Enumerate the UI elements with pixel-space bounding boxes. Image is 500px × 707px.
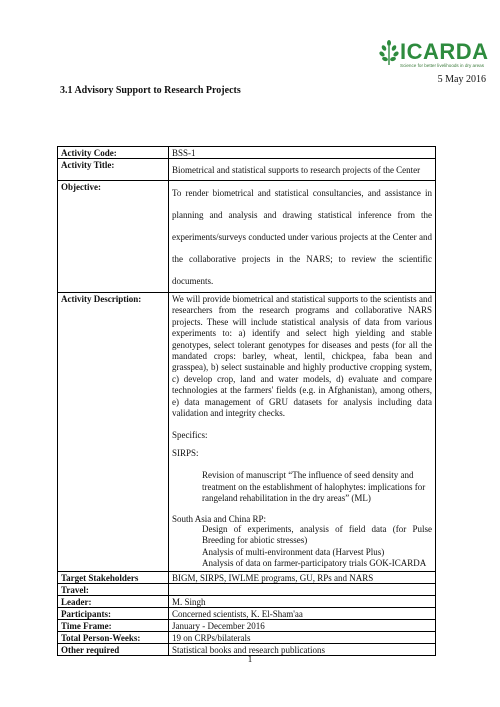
description-cell xyxy=(169,293,436,572)
logo-wordmark: ICARDA xyxy=(400,39,489,64)
section-title: 3.1 Advisory Support to Research Projects xyxy=(60,85,241,96)
table-row xyxy=(58,583,436,595)
leader-value: M. Singh xyxy=(169,595,436,607)
stakeholders-label: Target Stakeholders xyxy=(58,571,169,583)
table-row xyxy=(58,181,436,293)
south-asia-item-text: Analysis of multi-environment data (Harvest Plus) xyxy=(202,546,385,557)
page-number: 1 xyxy=(247,654,253,664)
timeframe-value: January - December 2016 xyxy=(169,619,436,631)
table-row xyxy=(58,631,436,643)
personweeks-value: 19 on CRPs/bilaterals xyxy=(169,631,436,643)
sirps-label: SIRPS: xyxy=(172,448,199,459)
description-text: We will provide biometrical and statistical supports to the scientists and researchers from the research programs and collaborative NARS projects. These will include statistical analysis of data from various experiments to: a) identify and select high yielding and stable genotypes, select tolerant genotypes for diseases and pests (for all the mandated crops: barley, wheat, lentil, chickpea, faba bean and grasspea), b) select sustainable and highly productive cropping system, c) develop crop, land and water models, d) evaluate and compare technologies at the farmers' fields (e.g. in Afghanistan), among others, e) data management of GRU datasets for analysis including data validation and integrity checks. xyxy=(172,294,432,419)
south-asia-item-text: Analysis of data on farmer-participatory trials GOK-ICARDA xyxy=(202,558,427,569)
stakeholders-value: BIGM, SIRPS, IWLME programs, GU, RPs and NARS xyxy=(169,571,436,583)
leader-label: Leader: xyxy=(58,595,169,607)
table-row xyxy=(58,159,436,181)
bullet-icon xyxy=(187,547,193,558)
list-item xyxy=(172,558,432,570)
activity-title-value: Biometrical and statistical supports to research projects of the Center xyxy=(169,159,436,181)
table-row xyxy=(58,595,436,607)
icarda-logo xyxy=(378,38,488,72)
personweeks-label: Total Person-Weeks: xyxy=(58,631,169,643)
activity-table xyxy=(57,146,436,656)
objective-value: To render biometrical and statistical consultancies, and assistance in planning and analysis and drawing statistical inference from the experiments/surveys conducted under various projects at the Center and the collaborative projects in the NARS; to review the scientific documents. xyxy=(169,181,436,293)
sirps-item-text: Revision of manuscript “The influence of seed density and treatment on the establishment of halophytes: implications for rangeland rehabilitation in the dry areas” (ML) xyxy=(202,470,426,503)
south-asia-label: South Asia and China RP: xyxy=(172,514,267,525)
table-row xyxy=(58,293,436,572)
document-date: 5 May 2016 xyxy=(437,74,486,85)
table-row xyxy=(58,571,436,583)
timeframe-label: Time Frame: xyxy=(58,619,169,631)
south-asia-item-text: Design of experiments, analysis of field data (for Pulse Breeding for abiotic stresses) xyxy=(202,524,432,546)
specifics-label: Specifics: xyxy=(172,430,208,441)
sirps-list xyxy=(172,470,432,504)
table-row xyxy=(58,619,436,631)
activity-code-label: Activity Code: xyxy=(58,147,169,159)
wheat-icon xyxy=(378,40,400,66)
objective-label: Objective: xyxy=(58,181,169,293)
list-item xyxy=(172,524,432,547)
other-required-value: Statistical books and research publications xyxy=(169,643,436,655)
participants-label: Participants: xyxy=(58,607,169,619)
list-item xyxy=(172,547,432,558)
activity-code-value: BSS-1 xyxy=(169,147,436,159)
list-item xyxy=(172,470,432,504)
other-required-label: Other required xyxy=(58,643,169,655)
bullet-icon xyxy=(187,524,193,535)
activity-title-label: Activity Title: xyxy=(58,159,169,181)
description-label: Activity Description: xyxy=(58,293,169,572)
participants-value: Concerned scientists, K. El-Sham'aa xyxy=(169,607,436,619)
bullet-icon xyxy=(187,470,193,481)
travel-value xyxy=(169,583,436,595)
south-asia-list xyxy=(172,524,432,570)
travel-label: Travel: xyxy=(58,583,169,595)
table-row xyxy=(58,147,436,159)
logo-tagline: Science for better livelihoods in dry areas xyxy=(400,63,485,68)
table-row xyxy=(58,607,436,619)
bullet-icon xyxy=(187,558,193,569)
